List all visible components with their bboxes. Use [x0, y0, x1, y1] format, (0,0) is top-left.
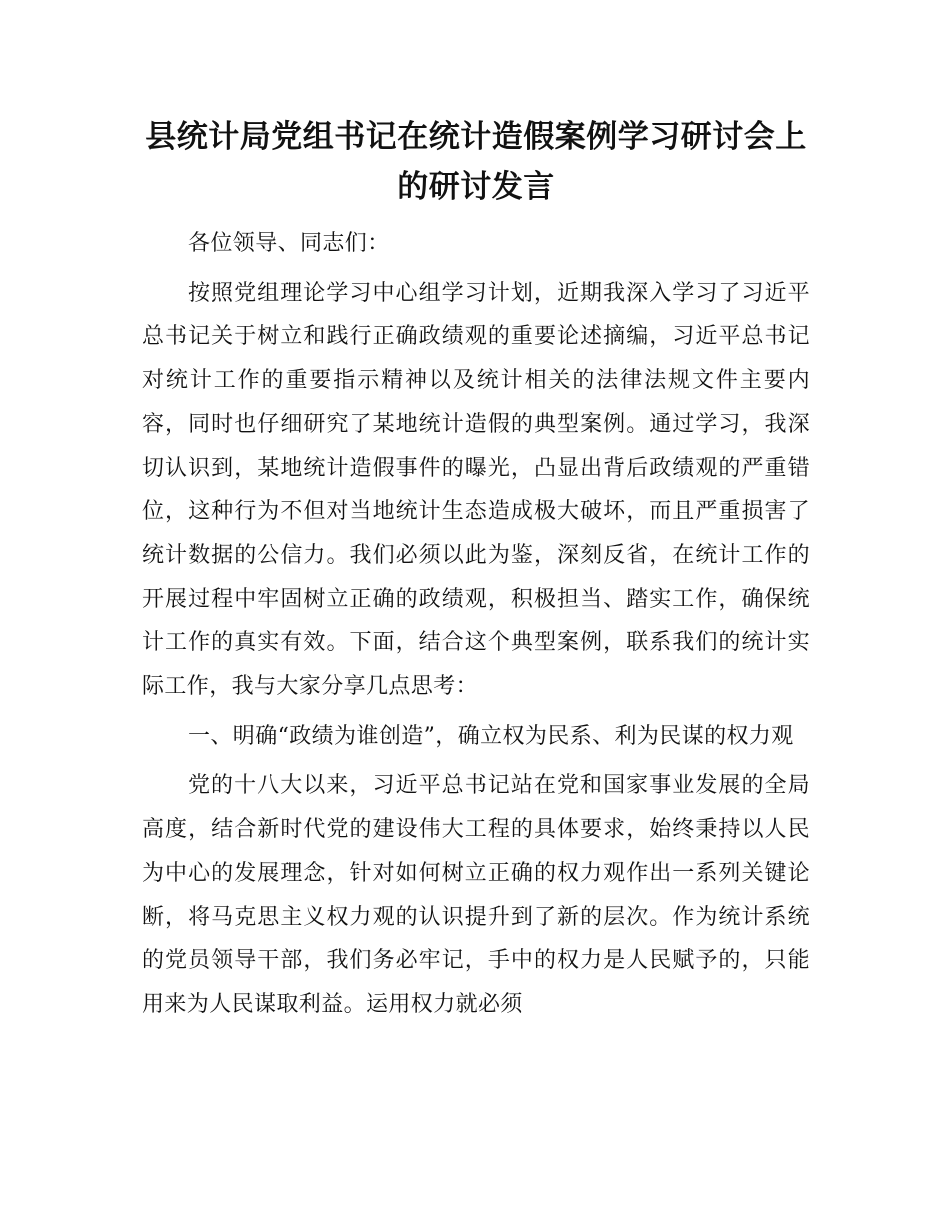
document-title: 县统计局党组书记在统计造假案例学习研讨会上的研讨发言	[145, 119, 807, 205]
body-paragraph-section-1: 党的十八大以来，习近平总书记站在党和国家事业发展的全局高度，结合新时代党的建设伟大工程的具体要求，始终秉持以人民为中心的发展理念，针对如何树立正确的权力观作出一系列关键论断，将马克思主义权力观的认识提升到了新的层次。作为统计系统的党员领导干部，我们务必牢记，手中的权力是人民赋予的，只能用来为人民谋取利益。运用权力就必须	[142, 773, 810, 1017]
section-heading-1: 一、明确“政绩为谁创造”，确立权为民系、利为民谋的权力观	[188, 723, 794, 749]
body-paragraph-intro: 按照党组理论学习中心组学习计划，近期我深入学习了习近平总书记关于树立和践行正确政绩观的重要论述摘编，习近平总书记对统计工作的重要指示精神以及统计相关的法律法规文件主要内容，同时也仔细研究了某地统计造假的典型案例。通过学习，我深切认识到，某地统计造假事件的曝光，凸显出背后政绩观的严重错位，这种行为不但对当地统计生态造成极大破坏，而且严重损害了统计数据的公信力。我们必须以此为鉴，深刻反省，在统计工作的开展过程中牢固树立正确的政绩观，积极担当、踏实工作，确保统计工作的真实有效。下面，结合这个典型案例，联系我们的统计实际工作，我与大家分享几点思考：	[142, 280, 810, 700]
document-page	[142, 112, 810, 1027]
salutation: 各位领导、同志们：	[188, 231, 390, 256]
